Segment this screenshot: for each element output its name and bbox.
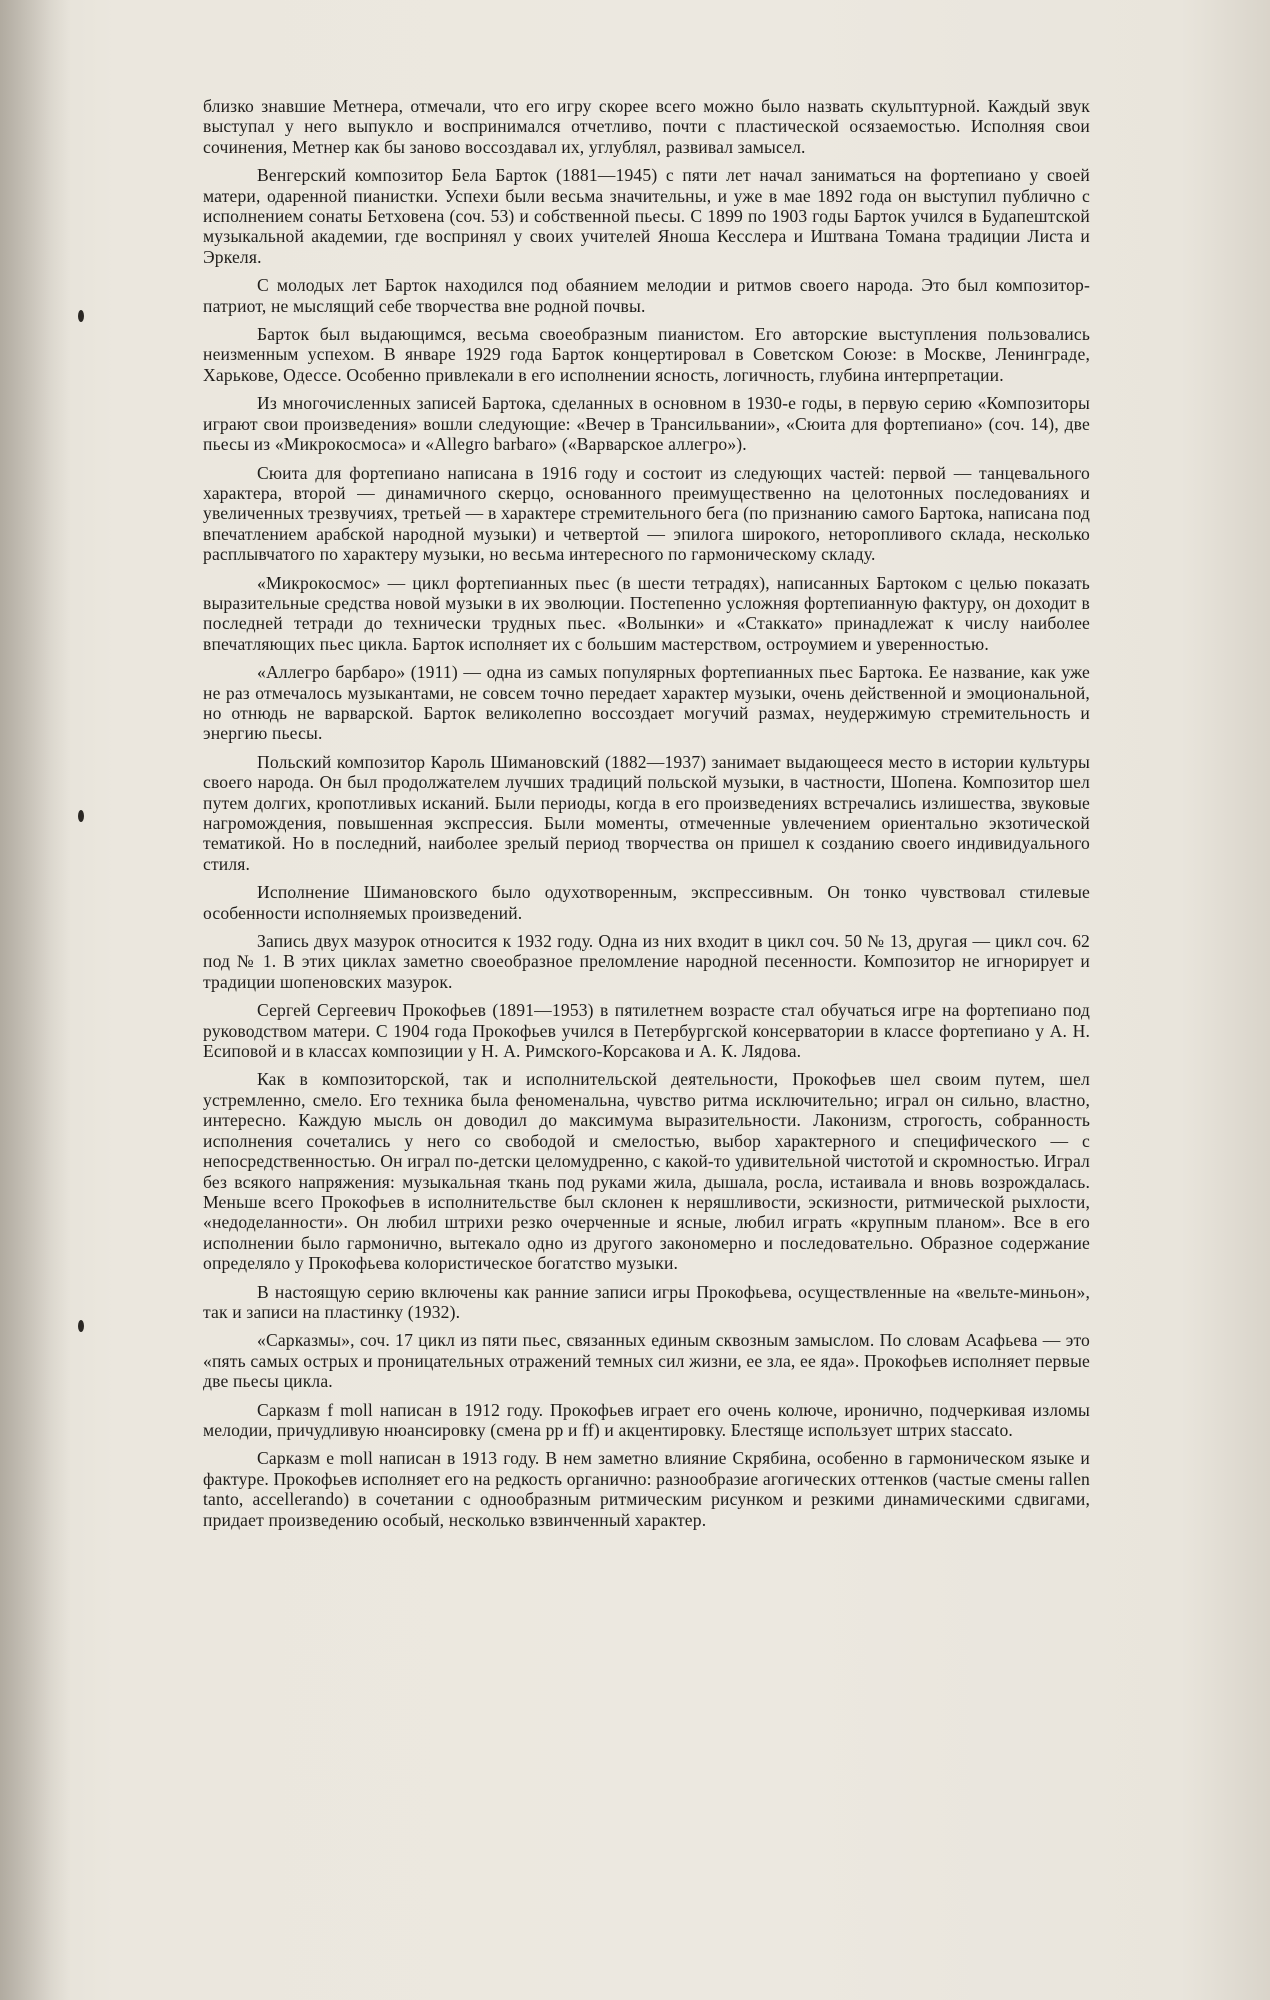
page-fold-shadow — [0, 0, 70, 2000]
paragraph-prokofiev-bio: Сергей Сергеевич Прокофьев (1891—1953) в пятилетнем возрасте стал обучаться игре на фортепиано под руководством матери. С 1904 года Прокофьев учился в Петербургской консерватории в классе фортепиано у А. Н. Есиповой и в классах композиции у Н. А. Римского-Корсакова и А. К. Лядова. — [203, 1000, 1090, 1062]
paragraph-prokofiev-recordings: В настоящую серию включены как ранние записи игры Прокофьева, осуществленные на «вельте-миньон», так и записи на пластинку (1932). — [203, 1281, 1090, 1322]
paragraph-szymanowski-performance: Исполнение Шимановского было одухотворенным, экспрессивным. Он тонко чувствовал стилевые особенности исполняемых произведений. — [203, 882, 1090, 923]
paragraph-sarcasm-e-moll: Сарказм e moll написан в 1913 году. В нем заметно влияние Скрябина, особенно в гармоническом языке и фактуре. Прокофьев исполняет его на редкость органично: разнообразие агогических оттенков (частые смены rallen tanto, accellerando) в сочетании с однообразным ритмическим рисунком и резкими динамическими сдвигами, придает произведению особый, несколько взвинченный характер. — [203, 1448, 1090, 1530]
paragraph-prokofiev-style: Как в композиторской, так и исполнительской деятельности, Прокофьев шел своим путем, шел устремленно, смело. Его техника была феноменальна, чувство ритма исключительно; играл он сильно, властно, интересно. Каждую мысль он доводил до максимума выразительности. Лаконизм, строгость, собранность исполнения сочетались у него со свободой и смелостью, выбор характерного и специфического — с непосредственностью. Он играл по-детски целомудренно, с какой-то удивительной чистотой и скромностью. Играл без всякого напряжения: музыкальная ткань под руками жила, дышала, росла, истаивала и вновь возрождалась. Меньше всего Прокофьев в исполнительстве был склонен к неряшливости, эскизности, ритмической рыхлости, «недоделанности». Он любил штрихи резко очерченные и ясные, любил играть «крупным планом». Все в его исполнении было гармонично, вытекало одно из другого закономерно и последовательно. Образное содержание определяло у Прокофьева колористическое богатство музыки. — [203, 1069, 1090, 1274]
paragraph-metner-end: близко знавшие Метнера, отмечали, что его игру скорее всего можно было назвать скульптурной. Каждый звук выступал у него выпукло и воспринимался отчетливо, почти с пластической осязаемостью. Исполняя свои сочинения, Метнер как бы заново воссоздавал их, углублял, развивал замысел. — [203, 96, 1090, 157]
paragraph-bartok-pianist: Барток был выдающимся, весьма своеобразным пианистом. Его авторские выступления пользовались неизменным успехом. В январе 1929 года Барток концертировал в Советском Союзе: в Москве, Ленинграде, Харькове, Одессе. Особенно привлекали в его исполнении ясность, логичность, глубина интерпретации. — [203, 324, 1090, 385]
paragraph-sarcasms: «Сарказмы», соч. 17 цикл из пяти пьес, связанных единым сквозным замыслом. По словам Асафьева — это «пять самых острых и проницательных отражений темных сил жизни, ее зла, ее яда». Прокофьев исполняет первые две пьесы цикла. — [203, 1330, 1090, 1392]
paragraph-bartok-suite: Сюита для фортепиано написана в 1916 году и состоит из следующих частей: первой — танцевального характера, второй — динамичного скерцо, основанного преимущественно на целотонных последованиях и увеличенных трезвучиях, третьей — в характере стремительного бега (по признанию самого Бартока, написана под впечатлением арабской народной музыки) и четвертой — эпилога широкого, неторопливого склада, несколько расплывчатого по характеру музыки, но весьма интересного по гармоническому складу. — [203, 462, 1090, 565]
binding-hole — [78, 310, 84, 322]
binding-hole — [78, 810, 84, 822]
paragraph-allegro-barbaro: «Аллегро барбаро» (1911) — одна из самых популярных фортепианных пьес Бартока. Ее название, как уже не раз отмечалось музыкантами, не совсем точно передает характер музыки, очень действенной и эмоциональной, но отнюдь не варварской. Барток великолепно воссоздает могучий размах, неудержимую стремительность и энергию пьесы. — [203, 662, 1090, 744]
paragraph-mikrokosmos: «Микрокосмос» — цикл фортепианных пьес (в шести тетрадях), написанных Бартоком с целью показать выразительные средства новой музыки в их эволюции. Постепенно усложняя фортепианную фактуру, он доходит в последней тетради до технически трудных пьес. «Волынки» и «Стаккато» принадлежат к числу наиболее впечатляющих пьес цикла. Барток исполняет их с большим мастерством, остроумием и уверенностью. — [203, 572, 1090, 654]
paragraph-mazurkas: Запись двух мазурок относится к 1932 году. Одна из них входит в цикл соч. 50 № 13, другая — цикл соч. 62 под № 1. В этих циклах заметно своеобразное преломление народной песенности. Композитор не игнорирует и традиции шопеновских мазурок. — [203, 931, 1090, 992]
paragraph-bartok-recordings: Из многочисленных записей Бартока, сделанных в основном в 1930-е годы, в первую серию «Композиторы играют свои произведения» вошли следующие: «Вечер в Трансильвании», «Сюита для фортепиано» (соч. 14), две пьесы из «Микрокосмоса» и «Allegro barbaro» («Варварское аллегро»). — [203, 393, 1090, 455]
body-text — [203, 96, 1090, 1538]
binding-hole — [78, 1320, 84, 1332]
paragraph-szymanowski-bio: Польский композитор Кароль Шимановский (1882—1937) занимает выдающееся место в истории культуры своего народа. Он был продолжателем лучших традиций польской музыки, в частности, Шопена. Композитор шел путем долгих, кропотливых исканий. Были периоды, когда в его произведениях встречались излишества, звуковые нагромождения, повышенная экспрессия. Были моменты, отмеченные увлечением ориентально экзотической тематикой. Но в последний, наиболее зрелый период творчества он пришел к созданию своего индивидуального стиля. — [203, 751, 1090, 874]
paragraph-sarcasm-f-moll: Сарказм f moll написан в 1912 году. Прокофьев играет его очень колюче, иронично, подчеркивая изломы мелодии, причудливую нюансировку (смена pp и ff) и акцентировку. Блестяще использует штрих staccato. — [203, 1399, 1090, 1440]
paragraph-bartok-bio: Венгерский композитор Бела Барток (1881—1945) с пяти лет начал заниматься на фортепиано у своей матери, одаренной пианистки. Успехи были весьма значительны, и уже в мае 1892 года он выступил публично с исполнением сонаты Бетховена (соч. 53) и собственной пьесы. С 1899 по 1903 годы Барток учился в Будапештской музыкальной академии, где воспринял у своих учителей Яноша Кесслера и Иштвана Томана традиции Листа и Эркеля. — [203, 165, 1090, 267]
paragraph-bartok-patriot: С молодых лет Барток находился под обаянием мелодии и ритмов своего народа. Это был композитор-патриот, не мыслящий себе творчества вне родной почвы. — [203, 275, 1090, 316]
